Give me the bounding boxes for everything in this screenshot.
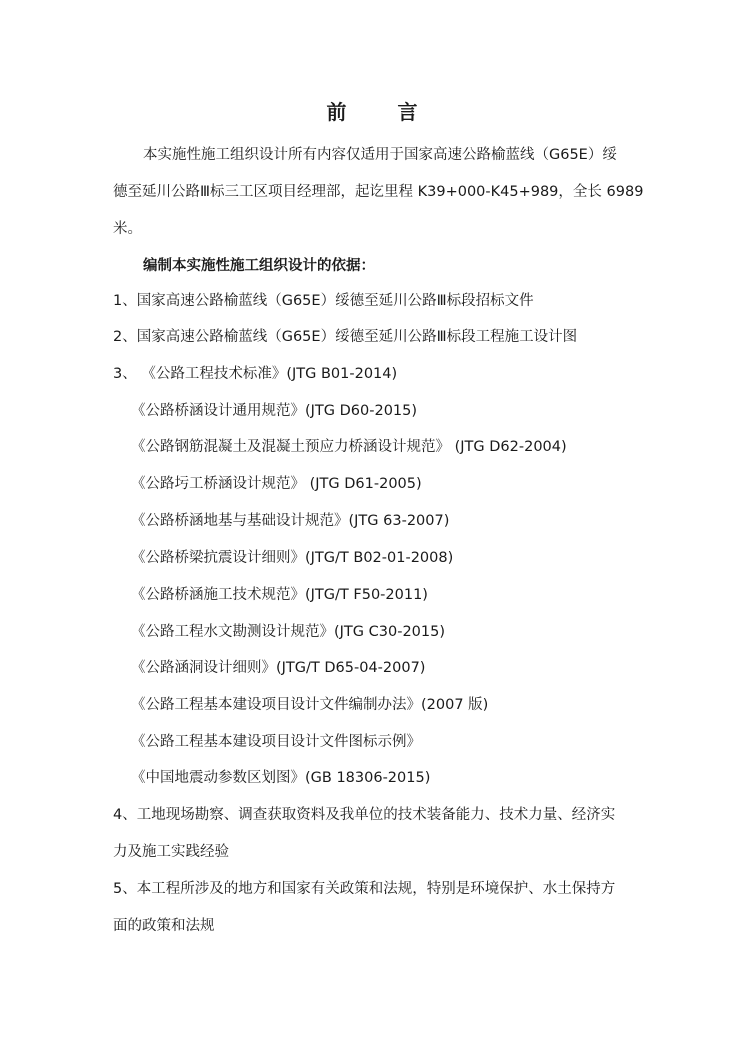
standard-item: 《公路钢筋混凝土及混凝土预应力桥涵设计规范》 (JTG D62-2004) <box>131 439 567 455</box>
standard-item: 《公路工程基本建设项目设计文件图标示例》 <box>131 734 421 750</box>
standard-item: 《公路桥涵施工技术规范》(JTG/T F50-2011) <box>131 587 428 603</box>
basis-item-3: 3、 《公路工程技术标准》(JTG B01-2014) <box>113 366 398 382</box>
standard-item: 《公路涵洞设计细则》(JTG/T D65-04-2007) <box>131 660 426 676</box>
basis-item-4-line-1: 4、工地现场勘察、调查获取资料及我单位的技术装备能力、技术力量、经济实 <box>113 807 616 823</box>
basis-item-1: 1、国家高速公路榆蓝线（G65E）绥德至延川公路Ⅲ标段招标文件 <box>113 293 534 309</box>
page-title: 前 言 <box>326 100 440 124</box>
standard-item: 《公路工程基本建设项目设计文件编制办法》(2007 版) <box>131 697 489 713</box>
standard-item: 《中国地震动参数区划图》(GB 18306-2015) <box>131 770 431 786</box>
standard-item: 《公路桥涵地基与基础设计规范》(JTG 63-2007) <box>131 513 450 529</box>
basis-item-2: 2、国家高速公路榆蓝线（G65E）绥德至延川公路Ⅲ标段工程施工设计图 <box>113 329 578 345</box>
basis-item-5-line-2: 面的政策和法规 <box>113 918 215 934</box>
intro-line-2: 德至延川公路Ⅲ标三工区项目经理部，起讫里程 K39+000-K45+989，全长 6989 <box>113 184 644 200</box>
intro-line-1: 本实施性施工组织设计所有内容仅适用于国家高速公路榆蓝线（G65E）绥 <box>143 147 617 163</box>
standard-item: 《公路桥梁抗震设计细则》(JTG/T B02-01-2008) <box>131 550 454 566</box>
standard-item: 《公路圬工桥涵设计规范》 (JTG D61-2005) <box>131 476 422 492</box>
basis-heading: 编制本实施性施工组织设计的依据： <box>143 258 375 274</box>
standard-item: 《公路桥涵设计通用规范》(JTG D60-2015) <box>131 403 418 419</box>
standard-item: 《公路工程水文勘测设计规范》(JTG C30-2015) <box>131 624 446 640</box>
basis-item-4-line-2: 力及施工实践经验 <box>113 844 229 860</box>
basis-item-5-line-1: 5、本工程所涉及的地方和国家有关政策和法规，特别是环境保护、水土保持方 <box>113 881 616 897</box>
intro-line-3: 米。 <box>113 221 142 237</box>
